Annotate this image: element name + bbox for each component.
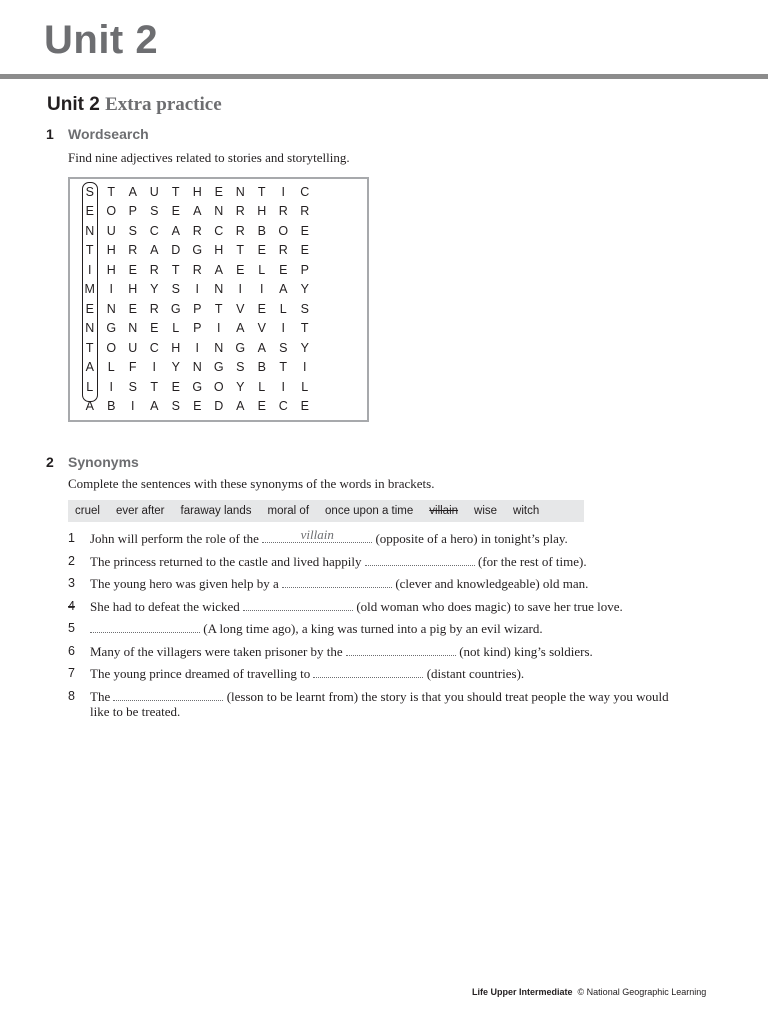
grid-cell[interactable] — [316, 221, 338, 241]
grid-cell[interactable]: R — [278, 204, 288, 219]
header-rule — [0, 74, 768, 79]
sentence-number: 4 — [68, 598, 75, 613]
grid-cell[interactable]: S — [150, 204, 159, 219]
grid-cell[interactable]: T — [214, 301, 223, 316]
grid-cell[interactable]: G — [213, 360, 224, 375]
grid-cell[interactable] — [316, 358, 338, 378]
sentence-8 — [68, 689, 670, 719]
grid-cell[interactable]: C — [278, 399, 288, 414]
grid-cell[interactable]: E — [279, 262, 288, 277]
grid-cell[interactable]: T — [171, 262, 180, 277]
grid-cell[interactable]: T — [85, 340, 94, 355]
grid-cell[interactable]: E — [257, 301, 266, 316]
exercise1-instruction: Find nine adjectives related to stories and storytelling. — [68, 150, 350, 165]
grid-cell[interactable]: E — [257, 243, 266, 258]
grid-cell[interactable]: E — [128, 262, 137, 277]
answer-blank[interactable] — [365, 554, 475, 566]
grid-cell[interactable]: I — [281, 184, 285, 199]
section-title — [47, 94, 222, 117]
grid-cell[interactable]: R — [300, 204, 310, 219]
grid-cell[interactable]: S — [85, 184, 94, 199]
word-box-item: faraway lands — [180, 505, 252, 517]
sentence-text: (distant countries). — [426, 666, 525, 681]
sentence-text: (lesson to be learnt from) the story is that you should treat people the way you would like to be treated. — [90, 688, 669, 719]
grid-cell[interactable] — [316, 319, 338, 339]
grid-cell[interactable]: H — [128, 282, 138, 297]
grid-cell[interactable]: E — [193, 399, 202, 414]
answer-blank[interactable] — [243, 599, 353, 611]
sentence-text: Many of the villagers were taken prisoner by the — [90, 643, 343, 659]
grid-cell[interactable]: Y — [236, 379, 245, 394]
section-subtitle: Extra practice — [105, 94, 222, 115]
sentence-5 — [68, 621, 688, 636]
grid-cell[interactable]: F — [128, 360, 137, 375]
grid-cell[interactable]: T — [171, 184, 180, 199]
grid-cell[interactable]: U — [106, 223, 116, 238]
grid-cell[interactable]: O — [106, 204, 117, 219]
grid-cell[interactable]: S — [128, 223, 137, 238]
grid-cell[interactable]: I — [88, 262, 92, 277]
grid-cell[interactable]: N — [235, 184, 245, 199]
sentence-list — [68, 527, 688, 726]
grid-cell[interactable] — [316, 338, 338, 358]
grid-cell[interactable] — [316, 299, 338, 319]
grid-cell[interactable]: E — [171, 379, 180, 394]
word-box-item: ever after — [115, 505, 165, 517]
grid-cell[interactable]: E — [257, 399, 266, 414]
grid-cell[interactable]: C — [214, 223, 224, 238]
grid-cell[interactable]: T — [85, 243, 94, 258]
wordsearch-frame — [68, 177, 369, 422]
exercise2-heading — [46, 454, 139, 471]
grid-cell[interactable] — [316, 397, 338, 417]
grid-cell[interactable]: N — [192, 360, 202, 375]
grid-cell[interactable]: P — [193, 321, 202, 336]
grid-cell[interactable]: C — [149, 340, 159, 355]
sentence-number: 7 — [68, 666, 75, 680]
answer-blank[interactable] — [346, 644, 456, 656]
grid-cell[interactable]: H — [171, 340, 181, 355]
grid-cell[interactable]: I — [260, 282, 264, 297]
grid-cell[interactable]: L — [301, 379, 309, 394]
grid-cell[interactable]: L — [172, 321, 180, 336]
word-box-item-used: villain — [429, 505, 459, 517]
grid-cell[interactable]: Y — [150, 282, 159, 297]
grid-cell[interactable]: T — [279, 360, 288, 375]
grid-cell[interactable]: Y — [300, 282, 309, 297]
grid-cell[interactable]: H — [192, 184, 202, 199]
word-box-item: once upon a time — [325, 505, 414, 517]
grid-cell[interactable]: R — [149, 301, 159, 316]
grid-cell[interactable]: I — [303, 360, 307, 375]
grid-cell[interactable]: R — [235, 223, 245, 238]
sentence-6 — [68, 644, 688, 659]
sentence-text: (not kind) king’s soldiers. — [459, 643, 593, 659]
sentence-4 — [68, 599, 688, 614]
grid-cell[interactable]: B — [107, 399, 116, 414]
grid-cell[interactable]: T — [150, 379, 159, 394]
footer-publisher: © National Geographic Learning — [577, 987, 707, 997]
footer-book-title: Life Upper Intermediate — [472, 987, 573, 997]
exercise2-number: 2 — [46, 454, 54, 470]
grid-cell[interactable]: B — [257, 223, 266, 238]
grid-cell[interactable]: M — [84, 282, 95, 297]
grid-cell[interactable]: N — [85, 321, 95, 336]
grid-cell[interactable]: E — [85, 301, 94, 316]
grid-cell[interactable]: T — [107, 184, 116, 199]
grid-cell[interactable]: S — [236, 360, 245, 375]
example-answer: villain — [300, 527, 334, 542]
grid-cell[interactable]: E — [171, 204, 180, 219]
grid-cell[interactable]: N — [106, 301, 116, 316]
sentence-text: (A long time ago), a king was turned into a pig by an evil wizard. — [203, 621, 543, 636]
answer-blank[interactable] — [282, 576, 392, 588]
grid-cell[interactable]: R — [128, 243, 138, 258]
grid-cell[interactable]: E — [300, 399, 309, 414]
grid-cell[interactable]: P — [193, 301, 202, 316]
sentence-text: The young hero was given help by a — [90, 576, 279, 591]
grid-cell[interactable]: A — [257, 340, 266, 355]
sentence-text: She had to defeat the wicked — [90, 598, 240, 614]
grid-cell[interactable]: G — [106, 321, 117, 336]
grid-cell[interactable]: A — [171, 223, 180, 238]
grid-cell[interactable]: O — [213, 379, 224, 394]
word-box — [68, 500, 584, 522]
sentence-number: 2 — [68, 553, 75, 568]
grid-cell[interactable]: B — [257, 360, 266, 375]
sentence-text: The — [90, 688, 111, 704]
grid-cell[interactable]: A — [150, 243, 159, 258]
grid-cell[interactable]: N — [214, 282, 224, 297]
grid-cell[interactable]: A — [279, 282, 288, 297]
grid-cell[interactable]: E — [214, 184, 223, 199]
grid-cell[interactable]: I — [109, 282, 113, 297]
sentence-text: John will perform the role of the — [90, 531, 259, 546]
grid-cell[interactable]: A — [85, 399, 94, 414]
grid-cell[interactable]: H — [257, 204, 267, 219]
grid-cell[interactable]: R — [149, 262, 159, 277]
grid-cell[interactable]: A — [193, 204, 202, 219]
grid-cell[interactable]: Y — [300, 340, 309, 355]
grid-cell[interactable]: A — [128, 184, 137, 199]
page-footer — [472, 987, 706, 997]
grid-cell[interactable]: H — [106, 243, 116, 258]
grid-cell[interactable]: R — [192, 262, 202, 277]
exercise2-instruction: Complete the sentences with these synonyms of the words in brackets. — [68, 476, 435, 491]
grid-cell[interactable]: H — [214, 243, 224, 258]
answer-blank[interactable] — [113, 689, 223, 701]
grid-cell[interactable]: R — [235, 204, 245, 219]
grid-cell[interactable]: C — [300, 184, 310, 199]
grid-cell[interactable]: I — [217, 321, 221, 336]
grid-cell[interactable]: G — [235, 340, 246, 355]
word-box-item: cruel — [75, 505, 100, 517]
grid-cell[interactable]: N — [85, 223, 95, 238]
grid-cell[interactable]: A — [236, 399, 245, 414]
grid-cell[interactable]: E — [300, 223, 309, 238]
grid-cell[interactable]: A — [214, 262, 223, 277]
sentence-text: (opposite of a hero) in tonight’s play. — [375, 531, 568, 546]
sentence-text: The young prince dreamed of travelling to — [90, 666, 311, 681]
wordsearch-grid — [79, 182, 337, 416]
grid-cell[interactable]: I — [195, 282, 199, 297]
unit-header: Unit 2 — [44, 18, 159, 62]
grid-cell[interactable]: I — [152, 360, 156, 375]
sentence-2 — [68, 554, 688, 569]
grid-cell[interactable]: L — [258, 262, 266, 277]
grid-cell[interactable]: G — [192, 243, 203, 258]
grid-cell[interactable] — [316, 260, 338, 280]
grid-cell[interactable]: R — [192, 223, 202, 238]
grid-cell[interactable]: G — [170, 301, 181, 316]
grid-cell[interactable]: T — [257, 184, 266, 199]
grid-cell[interactable]: E — [85, 204, 94, 219]
grid-cell[interactable]: R — [278, 243, 288, 258]
grid-cell[interactable]: I — [109, 379, 113, 394]
answer-blank[interactable] — [262, 527, 372, 543]
grid-cell[interactable]: A — [236, 321, 245, 336]
grid-cell[interactable]: S — [128, 379, 137, 394]
grid-cell[interactable]: E — [300, 243, 309, 258]
sentence-text: The princess returned to the castle and lived happily — [90, 553, 362, 569]
grid-cell[interactable]: N — [214, 204, 224, 219]
sentence-3 — [68, 576, 688, 591]
grid-cell[interactable]: O — [278, 223, 289, 238]
word-box-item: moral of — [267, 505, 310, 517]
grid-cell[interactable]: H — [106, 262, 116, 277]
grid-cell[interactable]: U — [128, 340, 138, 355]
exercise1-number: 1 — [46, 126, 54, 142]
grid-cell[interactable]: D — [214, 399, 224, 414]
answer-blank[interactable] — [313, 666, 423, 678]
grid-cell[interactable]: A — [85, 360, 94, 375]
grid-cell[interactable]: T — [300, 321, 309, 336]
grid-cell[interactable]: D — [171, 243, 181, 258]
sentence-number: 6 — [68, 643, 75, 658]
grid-cell[interactable] — [316, 182, 338, 202]
sentence-number: 3 — [68, 576, 75, 590]
grid-cell[interactable]: E — [128, 301, 137, 316]
grid-cell[interactable]: L — [86, 379, 94, 394]
sentence-text: (clever and knowledgeable) old man. — [395, 576, 589, 591]
word-box-item: witch — [513, 505, 540, 517]
grid-cell[interactable]: U — [149, 184, 159, 199]
grid-cell[interactable]: I — [281, 379, 285, 394]
sentence-number: 8 — [68, 688, 75, 703]
grid-cell[interactable]: N — [214, 340, 224, 355]
sentence-1 — [68, 527, 688, 546]
grid-cell[interactable]: E — [236, 262, 245, 277]
grid-cell[interactable]: L — [258, 379, 266, 394]
grid-cell[interactable]: C — [149, 223, 159, 238]
grid-cell[interactable]: V — [236, 301, 245, 316]
grid-cell[interactable]: L — [279, 301, 287, 316]
grid-cell[interactable]: Y — [171, 360, 180, 375]
exercise1-heading — [46, 126, 149, 143]
exercise2-title: Synonyms — [68, 454, 139, 470]
grid-cell[interactable] — [316, 377, 338, 397]
sentence-text: (for the rest of time). — [477, 553, 587, 569]
grid-cell[interactable]: N — [128, 321, 138, 336]
grid-cell[interactable]: S — [171, 282, 180, 297]
sentence-7 — [68, 666, 688, 681]
grid-cell[interactable]: I — [281, 321, 285, 336]
sentence-number: 1 — [68, 531, 75, 545]
word-box-item: wise — [474, 505, 498, 517]
grid-cell[interactable] — [316, 202, 338, 222]
sentence-number: 5 — [68, 621, 75, 635]
grid-cell[interactable]: I — [195, 340, 199, 355]
grid-cell[interactable]: O — [106, 340, 117, 355]
grid-cell[interactable]: A — [150, 399, 159, 414]
grid-cell[interactable]: T — [236, 243, 245, 258]
grid-cell[interactable]: S — [171, 399, 180, 414]
section-unit: Unit 2 — [47, 94, 100, 115]
grid-cell[interactable] — [316, 280, 338, 300]
sentence-text: (old woman who does magic) to save her true love. — [356, 598, 623, 614]
grid-cell[interactable]: S — [279, 340, 288, 355]
grid-cell[interactable]: P — [300, 262, 309, 277]
grid-cell[interactable]: I — [131, 399, 135, 414]
grid-cell[interactable]: P — [128, 204, 137, 219]
grid-cell[interactable]: E — [150, 321, 159, 336]
answer-blank[interactable] — [90, 621, 200, 633]
grid-cell[interactable] — [316, 241, 338, 261]
grid-cell[interactable]: S — [300, 301, 309, 316]
grid-cell[interactable]: L — [107, 360, 115, 375]
grid-cell[interactable]: G — [192, 379, 203, 394]
grid-cell[interactable]: I — [238, 282, 242, 297]
grid-cell[interactable]: V — [257, 321, 266, 336]
exercise1-title: Wordsearch — [68, 126, 149, 142]
